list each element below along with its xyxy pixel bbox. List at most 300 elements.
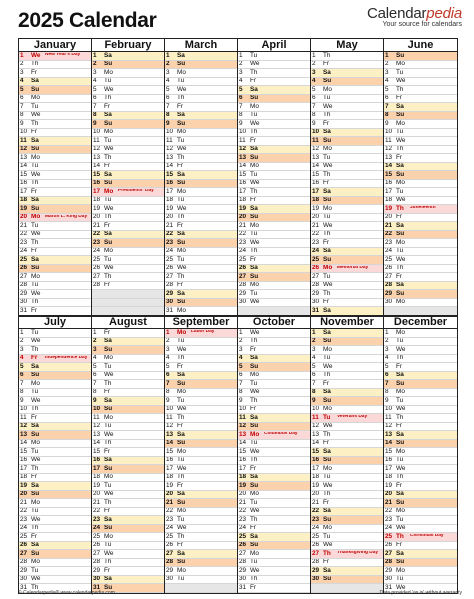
weekday-label: Tu xyxy=(323,154,331,161)
weekday-label: Mo xyxy=(323,524,332,532)
day-row xyxy=(384,256,457,265)
weekday-label: Fr xyxy=(104,329,111,336)
footer-disclaimer: Data provided 'as is' without warranty xyxy=(379,590,462,596)
day-number: 23 xyxy=(93,516,101,523)
day-number: 23 xyxy=(385,239,393,246)
day-number: 9 xyxy=(385,120,389,127)
day-row xyxy=(92,559,164,568)
day-row xyxy=(238,214,310,223)
weekday-label: Mo xyxy=(396,507,405,515)
day-number: 9 xyxy=(93,120,97,127)
holiday-name: Martin L. King Day xyxy=(45,214,88,219)
day-row xyxy=(92,95,164,104)
day-number: 6 xyxy=(20,94,24,102)
weekday-label: Mo xyxy=(104,247,113,255)
weekday-label: Tu xyxy=(104,77,112,85)
day-number: 14 xyxy=(385,162,393,170)
day-row xyxy=(92,355,164,364)
day-row xyxy=(92,146,164,155)
weekday-label: Th xyxy=(31,524,39,532)
day-number: 16 xyxy=(312,179,320,187)
day-number: 6 xyxy=(166,371,170,379)
day-number: 12 xyxy=(385,145,393,153)
day-row xyxy=(92,180,164,189)
weekday-label: Su xyxy=(177,380,186,387)
weekday-label: Sa xyxy=(250,264,258,272)
day-number: 9 xyxy=(239,120,243,127)
weekday-label: Sa xyxy=(31,541,39,549)
day-number: 13 xyxy=(166,154,174,161)
day-row xyxy=(311,205,383,214)
day-row xyxy=(19,516,91,525)
day-row xyxy=(384,154,457,163)
day-number: 11 xyxy=(166,137,173,144)
day-number: 25 xyxy=(312,256,320,263)
weekday-label: Mo xyxy=(104,533,113,540)
day-number: 25 xyxy=(312,533,320,540)
day-number: 16 xyxy=(166,179,174,187)
day-number: 7 xyxy=(312,103,316,110)
day-row xyxy=(92,482,164,491)
day-number: 7 xyxy=(93,380,97,387)
day-number: 7 xyxy=(166,380,170,387)
day-row xyxy=(238,69,310,78)
weekday-label: Th xyxy=(177,154,185,161)
day-row xyxy=(311,256,383,265)
weekday-label: Fr xyxy=(396,94,403,102)
day-number: 18 xyxy=(166,196,174,204)
day-number: 22 xyxy=(312,507,320,515)
weekday-label: Fr xyxy=(396,154,403,161)
weekday-label: Th xyxy=(31,584,39,591)
weekday-label: Sa xyxy=(104,52,112,59)
day-number: 25 xyxy=(239,533,247,540)
day-row xyxy=(384,559,457,568)
weekday-label: We xyxy=(177,405,187,413)
day-row xyxy=(19,61,91,70)
weekday-label: Th xyxy=(323,111,331,119)
day-number: 29 xyxy=(166,290,174,297)
weekday-label: Sa xyxy=(396,281,404,289)
weekday-label: Sa xyxy=(396,222,404,229)
day-number: 12 xyxy=(312,145,320,153)
weekday-label: Mo xyxy=(177,388,186,396)
day-number: 24 xyxy=(166,247,174,255)
day-number: 22 xyxy=(239,507,247,515)
weekday-label: We xyxy=(177,145,187,153)
day-number: 2 xyxy=(93,337,97,345)
day-row xyxy=(311,499,383,508)
weekday-label: Fr xyxy=(104,567,111,574)
day-row xyxy=(165,103,237,112)
weekday-label: Tu xyxy=(104,196,112,204)
day-number: 3 xyxy=(385,346,389,353)
day-number: 20 xyxy=(312,490,320,498)
day-number: 24 xyxy=(20,524,28,532)
day-row xyxy=(19,550,91,559)
day-row xyxy=(165,52,237,61)
day-number: 6 xyxy=(385,94,389,102)
day-number: 17 xyxy=(20,188,28,195)
weekday-label: Mo xyxy=(31,213,41,221)
day-number: 27 xyxy=(166,550,174,557)
weekday-label: Fr xyxy=(396,273,403,280)
weekday-label: We xyxy=(250,179,260,187)
day-number: 7 xyxy=(312,380,316,387)
day-row xyxy=(238,542,310,551)
day-number: 15 xyxy=(93,171,101,178)
weekday-label: We xyxy=(177,524,187,532)
weekday-label: We xyxy=(104,145,114,153)
day-number: 30 xyxy=(385,298,393,306)
day-row xyxy=(92,171,164,180)
weekday-label: Sa xyxy=(323,329,331,336)
weekday-label: Mo xyxy=(250,371,259,379)
weekday-label: Mo xyxy=(31,439,40,447)
day-row xyxy=(92,525,164,534)
weekday-label: Sa xyxy=(31,256,39,263)
weekday-label: Fr xyxy=(323,239,330,246)
day-number: 26 xyxy=(239,541,247,549)
month-header: August xyxy=(92,316,164,329)
weekday-label: Mo xyxy=(104,128,113,136)
day-number: 18 xyxy=(312,473,320,481)
weekday-label: Su xyxy=(177,298,186,306)
day-number: 30 xyxy=(20,575,28,583)
day-number: 20 xyxy=(239,490,247,498)
day-number: 28 xyxy=(93,558,101,566)
day-row xyxy=(238,171,310,180)
day-number: 23 xyxy=(312,516,320,523)
day-number: 11 xyxy=(385,414,392,421)
holiday-name: Juneteenth xyxy=(410,206,436,211)
weekday-label: Fr xyxy=(104,388,111,396)
day-row xyxy=(165,406,237,415)
weekday-label: Tu xyxy=(177,137,185,144)
day-row xyxy=(311,567,383,576)
weekday-label: Mo xyxy=(396,298,405,306)
day-row xyxy=(165,282,237,291)
weekday-label: Tu xyxy=(177,516,185,523)
day-row xyxy=(92,282,164,291)
weekday-label: Fr xyxy=(177,162,184,170)
weekday-label: Su xyxy=(396,52,405,59)
day-row xyxy=(384,465,457,474)
day-number: 15 xyxy=(385,448,393,455)
day-number: 21 xyxy=(166,222,174,229)
day-number: 4 xyxy=(93,354,97,362)
day-row xyxy=(165,465,237,474)
holiday-row xyxy=(19,214,91,223)
day-row xyxy=(311,423,383,432)
day-row xyxy=(311,355,383,364)
weekday-label: Mo xyxy=(396,60,405,68)
day-row xyxy=(238,363,310,372)
day-row xyxy=(19,95,91,104)
day-number: 1 xyxy=(93,329,97,336)
day-number: 18 xyxy=(385,196,393,204)
day-row xyxy=(19,256,91,265)
weekday-label: Tu xyxy=(250,52,258,59)
day-number: 29 xyxy=(239,290,247,297)
day-number: 14 xyxy=(385,439,393,447)
weekday-label: Th xyxy=(177,273,185,280)
day-row xyxy=(311,282,383,291)
day-number: 17 xyxy=(385,465,393,472)
day-row xyxy=(384,299,457,308)
day-number: 10 xyxy=(20,128,28,136)
holiday-row xyxy=(19,355,91,364)
day-row xyxy=(19,491,91,500)
day-row xyxy=(238,380,310,389)
day-number: 13 xyxy=(312,154,320,161)
day-number: 26 xyxy=(166,264,174,272)
day-row xyxy=(311,239,383,248)
weekday-label: Su xyxy=(396,171,405,178)
weekday-label: Th xyxy=(323,230,331,238)
day-row xyxy=(165,576,237,585)
day-number: 1 xyxy=(312,52,316,59)
day-number: 19 xyxy=(20,205,28,212)
weekday-label: Su xyxy=(31,264,40,272)
holiday-row xyxy=(384,533,457,542)
day-number: 8 xyxy=(385,388,389,396)
day-row xyxy=(238,248,310,257)
weekday-label: Su xyxy=(104,60,113,68)
day-row xyxy=(19,533,91,542)
day-number: 16 xyxy=(239,456,247,464)
day-number: 8 xyxy=(239,111,243,119)
weekday-label: Tu xyxy=(31,103,39,110)
day-number: 14 xyxy=(20,162,28,170)
day-number: 14 xyxy=(166,162,174,170)
weekday-label: Fr xyxy=(396,422,403,430)
day-row xyxy=(311,482,383,491)
weekday-label: We xyxy=(323,363,333,370)
weekday-label: Tu xyxy=(177,456,185,464)
weekday-label: Su xyxy=(250,213,259,221)
weekday-label: Mo xyxy=(323,264,333,272)
day-row xyxy=(238,265,310,274)
weekday-label: We xyxy=(31,397,41,404)
day-number: 28 xyxy=(385,281,393,289)
calendar-half-second xyxy=(18,315,458,594)
weekday-label: Fr xyxy=(323,298,330,306)
weekday-label: We xyxy=(177,264,187,272)
weekday-label: Fr xyxy=(396,363,403,370)
weekday-label: Fr xyxy=(250,77,257,85)
day-number: 12 xyxy=(385,422,393,430)
weekday-label: We xyxy=(104,86,114,93)
day-row xyxy=(92,137,164,146)
day-number: 30 xyxy=(239,575,247,583)
day-number: 17 xyxy=(166,188,174,195)
day-row xyxy=(165,290,237,299)
day-number: 29 xyxy=(93,567,101,574)
weekday-label: Sa xyxy=(396,431,404,438)
weekday-label: Fr xyxy=(104,281,111,289)
day-row xyxy=(384,248,457,257)
day-number: 18 xyxy=(385,473,393,481)
weekday-label: Su xyxy=(104,405,113,413)
day-row xyxy=(165,265,237,274)
weekday-label: Mo xyxy=(104,188,114,195)
weekday-label: Sa xyxy=(104,111,112,119)
weekday-label: Mo xyxy=(177,69,186,76)
day-row xyxy=(238,465,310,474)
day-number: 23 xyxy=(166,239,174,246)
day-number: 6 xyxy=(20,371,24,379)
weekday-label: Su xyxy=(104,465,113,472)
day-row xyxy=(384,372,457,381)
day-row xyxy=(92,474,164,483)
day-row xyxy=(384,78,457,87)
weekday-label: Fr xyxy=(396,482,403,489)
weekday-label: Fr xyxy=(177,422,184,430)
day-row xyxy=(92,222,164,231)
day-number: 28 xyxy=(166,281,174,289)
day-number: 21 xyxy=(166,499,174,506)
day-row xyxy=(165,214,237,223)
weekday-label: Mo xyxy=(323,405,332,413)
weekday-label: Th xyxy=(104,558,112,566)
weekday-label: Th xyxy=(323,171,331,178)
weekday-label: Su xyxy=(104,179,113,187)
day-row xyxy=(165,355,237,364)
day-number: 9 xyxy=(166,120,170,127)
weekday-label: Su xyxy=(31,431,40,438)
day-row xyxy=(238,197,310,206)
day-number: 25 xyxy=(20,256,28,263)
day-number: 18 xyxy=(312,196,320,204)
weekday-label: Th xyxy=(250,188,258,195)
day-row xyxy=(311,146,383,155)
day-row xyxy=(384,363,457,372)
day-row xyxy=(311,120,383,129)
weekday-label: Fr xyxy=(396,541,403,549)
day-number: 7 xyxy=(239,380,243,387)
weekday-label: We xyxy=(31,516,41,523)
day-number: 4 xyxy=(166,77,170,85)
weekday-label: Fr xyxy=(177,363,184,370)
day-number: 25 xyxy=(385,533,393,540)
weekday-label: Sa xyxy=(250,205,258,212)
day-row xyxy=(165,482,237,491)
weekday-label: Th xyxy=(323,431,331,438)
day-number: 22 xyxy=(385,507,393,515)
day-row xyxy=(311,559,383,568)
day-number: 3 xyxy=(239,346,243,353)
weekday-label: Fr xyxy=(323,179,330,187)
weekday-label: Sa xyxy=(396,550,404,557)
day-row xyxy=(384,474,457,483)
day-number: 11 xyxy=(20,137,27,144)
day-row xyxy=(311,95,383,104)
day-number: 15 xyxy=(385,171,393,178)
day-number: 27 xyxy=(312,550,320,557)
day-number: 22 xyxy=(93,507,101,515)
day-row xyxy=(19,389,91,398)
holiday-name: New Year's Day xyxy=(45,53,81,58)
day-number: 19 xyxy=(312,482,320,489)
day-number: 2 xyxy=(312,337,316,345)
day-row xyxy=(384,397,457,406)
weekday-label: Fr xyxy=(31,128,38,136)
day-number: 1 xyxy=(312,329,316,336)
day-row xyxy=(384,414,457,423)
day-number: 8 xyxy=(166,388,170,396)
day-number: 7 xyxy=(239,103,243,110)
day-number: 23 xyxy=(312,239,320,246)
day-number: 4 xyxy=(239,354,243,362)
day-number: 6 xyxy=(312,371,316,379)
day-row xyxy=(384,448,457,457)
month-september xyxy=(165,316,238,593)
day-row xyxy=(19,329,91,338)
weekday-label: Tu xyxy=(323,354,331,362)
day-number: 16 xyxy=(93,456,101,464)
weekday-label: We xyxy=(396,405,406,413)
weekday-label: We xyxy=(396,524,406,532)
day-number: 13 xyxy=(166,431,174,438)
weekday-label: Fr xyxy=(250,196,257,204)
weekday-label: Fr xyxy=(250,524,257,532)
day-number: 21 xyxy=(312,499,320,506)
weekday-label: Su xyxy=(104,524,113,532)
day-row xyxy=(92,78,164,87)
day-number: 8 xyxy=(312,111,316,119)
day-row xyxy=(238,188,310,197)
footer-copyright[interactable]: © Calendarpedia® www.calendarpedia.com xyxy=(18,590,115,596)
day-number: 4 xyxy=(385,354,389,362)
weekday-label: We xyxy=(250,298,260,306)
weekday-label: We xyxy=(177,346,187,353)
weekday-label: Fr xyxy=(177,103,184,110)
weekday-label: We xyxy=(323,482,333,489)
day-number: 4 xyxy=(239,77,243,85)
day-row xyxy=(92,389,164,398)
day-row xyxy=(238,282,310,291)
brand-logo[interactable] xyxy=(367,5,462,28)
weekday-label: Th xyxy=(104,380,112,387)
day-row xyxy=(384,239,457,248)
weekday-label: We xyxy=(396,196,406,204)
weekday-label: Mo xyxy=(323,205,332,212)
day-row xyxy=(19,69,91,78)
weekday-label: Mo xyxy=(323,346,332,353)
day-number: 24 xyxy=(312,247,320,255)
day-number: 10 xyxy=(239,405,247,413)
day-row xyxy=(165,516,237,525)
day-number: 13 xyxy=(93,431,101,438)
holiday-name: Independence Day xyxy=(45,355,88,360)
day-row xyxy=(238,440,310,449)
day-row xyxy=(384,329,457,338)
holiday-name: Labor Day xyxy=(191,330,215,335)
day-number: 29 xyxy=(385,567,393,574)
day-row xyxy=(19,542,91,551)
day-row xyxy=(165,137,237,146)
month-header: September xyxy=(165,316,237,329)
weekday-label: Mo xyxy=(396,329,405,336)
day-row xyxy=(311,69,383,78)
weekday-label: Sa xyxy=(31,77,39,85)
day-number: 19 xyxy=(166,205,174,212)
weekday-label: Th xyxy=(396,205,404,212)
weekday-label: Tu xyxy=(396,69,404,76)
day-number: 12 xyxy=(239,145,247,153)
day-row xyxy=(92,380,164,389)
